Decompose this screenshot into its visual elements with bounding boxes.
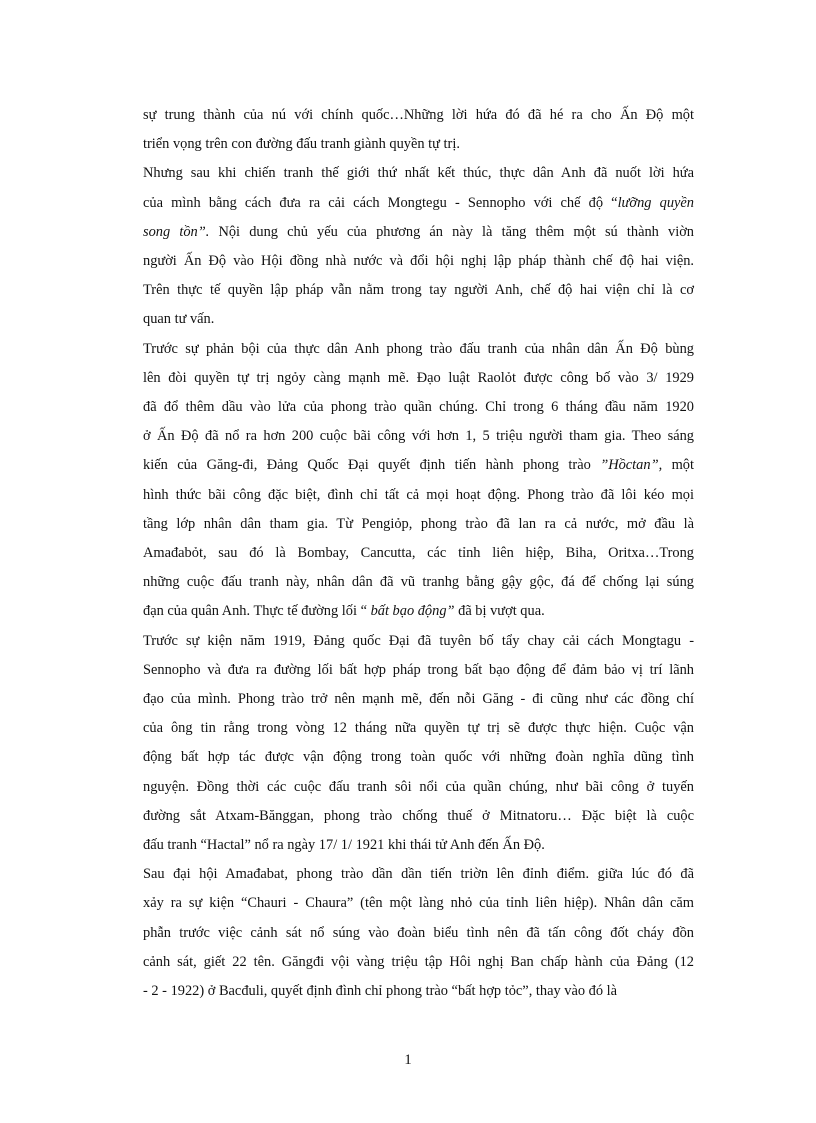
- text-line: [143, 130, 694, 159]
- text-run: ở Ấn Độ đã nổ ra hơn 200 cuộc bãi công với hơn 1, 5 triệu người tham gia. Theo sáng: [143, 428, 694, 445]
- text-run: Trước sự kiện năm 1919, Đảng quốc Đại đã tuyên bố tẩy chay cải cách Mongtagu -: [143, 632, 694, 649]
- text-line: [143, 977, 694, 1006]
- text-run: quan tư vấn.: [143, 311, 215, 328]
- paragraph: [143, 860, 694, 1006]
- text-line: [143, 539, 694, 568]
- text-run: tầng lớp nhân dân tham gia. Từ Pengiỏp, phong trào đã lan ra cả nước, mở đầu là: [143, 515, 694, 532]
- text-run: Nội dung chủ yếu của phương án này là tăng thêm một sú thành viờn: [209, 223, 694, 240]
- italic-text-run: bất bạo động”: [370, 603, 455, 620]
- paragraph: [143, 159, 694, 334]
- text-line: [143, 247, 694, 276]
- text-run: đấu tranh “Hactal” nổ ra ngày 17/ 1/ 1921 khi thái tử Anh đến Ấn Độ.: [143, 837, 545, 854]
- text-line: [143, 422, 694, 451]
- text-run: của mình bằng cách đưa ra cải cách Mongtegu - Sennopho với chế độ “: [143, 194, 618, 211]
- text-run: đường sắt Atxam-Bănggan, phong trào chống thuế ở Mitnatoru… Đặc biệt là cuộc: [143, 807, 694, 824]
- text-run: hình thức bãi công đặc biệt, đình chỉ tất cả mọi hoạt động. Phong trào đã lôi kéo mọi: [143, 486, 694, 503]
- text-run: đạo của mình. Phong trào trở nên mạnh mẽ, đến nỗi Găng - đi cũng như các đồng chí: [143, 691, 694, 708]
- text-line: [143, 159, 694, 188]
- text-run: sự trung thành của nú với chính quốc…Những lời hứa đó đã hé ra cho Ấn Độ một: [143, 107, 694, 123]
- text-run: Sau đại hội Amađabat, phong trào dần dần tiến triờn lên đỉnh điểm. giữa lúc đó đã: [143, 866, 694, 883]
- text-run: triển vọng trên con đường đấu tranh giành quyền tự trị.: [143, 136, 460, 153]
- text-run: lên đòi quyền tự trị ngỏy càng mạnh mẽ. Đạo luật Raolỏt được công bố vào 3/ 1929: [143, 369, 694, 386]
- text-line: [143, 189, 694, 218]
- text-run: nguyện. Đồng thời các cuộc đấu tranh sôi nổi của quần chúng, như bãi công ở tuyến: [143, 778, 694, 795]
- text-run: Trên thực tế quyền lập pháp vẫn nằm trong tay người Anh, chế độ hai viện chỉ là cơ: [143, 282, 694, 299]
- text-line: [143, 276, 694, 305]
- text-line: [143, 218, 694, 247]
- text-run: - 2 - 1922) ở Bacđuli, quyết định đình chỉ phong trào “bất hợp tỏc”, thay vào đó là: [143, 983, 618, 1000]
- text-run: phẫn trước việc cảnh sát nổ súng vào đoàn biểu tình nên đã tấn công đốt cháy đồn: [143, 924, 694, 941]
- paragraph: [143, 335, 694, 627]
- text-line: [143, 685, 694, 714]
- paragraph: [143, 101, 694, 159]
- text-line: [143, 919, 694, 948]
- text-line: [143, 451, 694, 480]
- italic-text-run: song tồn”.: [143, 223, 210, 240]
- text-run: Trước sự phản bội của thực dân Anh phong trào đấu tranh của nhân dân Ấn Độ bùng: [143, 340, 694, 357]
- text-line: [143, 948, 694, 977]
- text-run: Sennopho và đưa ra đường lối bất hợp pháp trong bất bạo động để đảm bảo vị trí lãnh: [143, 661, 694, 678]
- text-run: Nhưng sau khi chiến tranh thế giới thứ nhất kết thúc, thực dân Anh đã nuốt lời hứa: [143, 165, 694, 182]
- text-run: của ông tin rằng trong vòng 12 tháng nữa quyền tự trị sẽ được thực hiện. Cuộc vận: [143, 720, 694, 737]
- body-text: [143, 101, 694, 1006]
- text-line: [143, 802, 694, 831]
- text-run: kiến của Găng-đi, Đảng Quốc Đại quyết định tiến hành phong trào: [143, 457, 601, 474]
- text-run: xảy ra sự kiện “Chauri - Chaura” (tên một làng nhỏ của tỉnh liên hiệp). Nhân dân căm: [143, 895, 694, 912]
- text-line: [143, 889, 694, 918]
- text-line: [143, 305, 694, 334]
- italic-text-run: lưỡng quyền: [617, 194, 694, 211]
- text-line: [143, 714, 694, 743]
- text-line: [143, 101, 694, 130]
- paragraph: [143, 627, 694, 861]
- text-run: đã đổ thêm dầu vào lửa của phong trào quần chúng. Chỉ trong 6 tháng đầu năm 1920: [143, 399, 694, 416]
- text-run: những cuộc đấu tranh này, nhân dân đã vũ tranhg bằng gậy gộc, đá để chống lại súng: [143, 574, 694, 591]
- text-line: [143, 335, 694, 364]
- text-run: người Ấn Độ vào Hội đồng nhà nước và đổi hội nghị lập pháp thành chế độ hai viện.: [143, 253, 694, 270]
- text-run: một: [662, 457, 694, 474]
- text-run: cảnh sát, giết 22 tên. Găngđi vội vàng triệu tập Hôi nghị Ban chấp hành của Đảng (12: [143, 953, 694, 970]
- page-number: 1: [404, 1052, 412, 1068]
- text-line: [143, 597, 694, 626]
- text-line: [143, 364, 694, 393]
- text-run: đã bị vượt qua.: [454, 603, 545, 620]
- text-line: [143, 568, 694, 597]
- text-line: [143, 831, 694, 860]
- text-line: [143, 481, 694, 510]
- text-run: Amađabỏt, sau đó là Bombay, Cancutta, các tỉnh liên hiệp, Biha, Oritxa…Trong: [143, 545, 694, 562]
- text-line: [143, 860, 694, 889]
- italic-text-run: ”Hồctan”,: [600, 457, 663, 474]
- text-line: [143, 743, 694, 772]
- text-run: động bất hợp tác được vận động trong toàn quốc với những đoàn nghĩa dũng tình: [143, 749, 694, 766]
- text-line: [143, 656, 694, 685]
- text-run: đạn của quân Anh. Thực tế đường lối “: [143, 603, 371, 620]
- text-line: [143, 773, 694, 802]
- text-line: [143, 627, 694, 656]
- text-line: [143, 393, 694, 422]
- text-line: [143, 510, 694, 539]
